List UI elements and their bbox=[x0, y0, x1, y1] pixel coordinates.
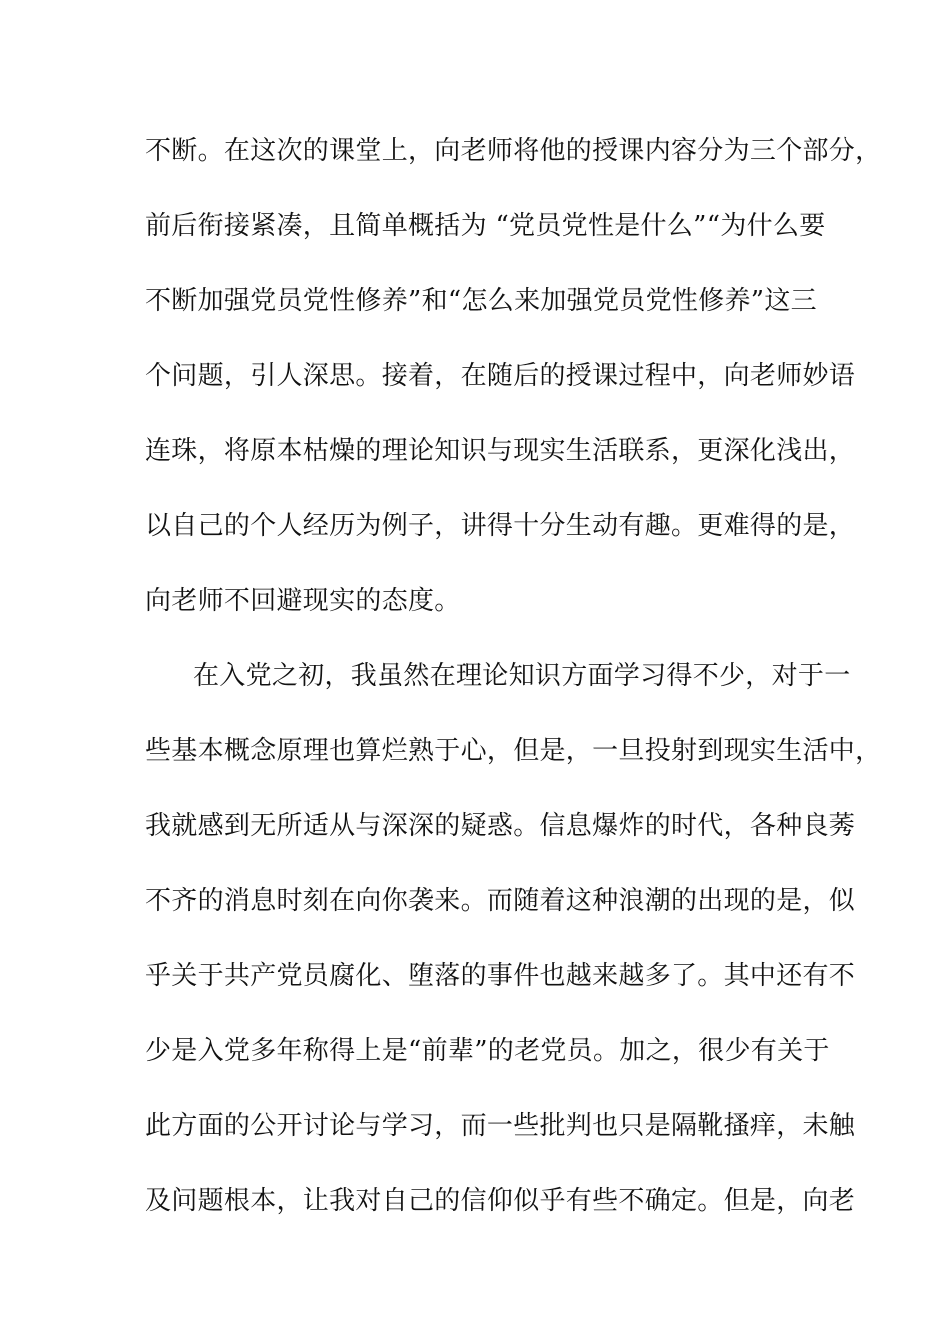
paragraph-first-line: 在入党之初，我虽然在理论知识方面学习得不少，对于一 bbox=[193, 661, 851, 691]
text-line: 不齐的消息时刻在向你袭来。而随着这种浪潮的出现的是，似 bbox=[145, 886, 856, 916]
text-line: 以自己的个人经历为例子，讲得十分生动有趣。更难得的是， bbox=[145, 511, 856, 541]
text-line: 些基本概念原理也算烂熟于心，但是，一旦投射到现实生活中， bbox=[145, 736, 882, 766]
text-line: 前后衔接紧凑，且简单概括为 “党员党性是什么”“为什么要 bbox=[145, 211, 826, 241]
text-line: 少是入党多年称得上是“前辈”的老党员。加之，很少有关于 bbox=[145, 1036, 830, 1066]
text-line: 连珠，将原本枯燥的理论知识与现实生活联系，更深化浅出， bbox=[145, 436, 856, 466]
text-line: 个问题，引人深思。接着，在随后的授课过程中，向老师妙语 bbox=[145, 361, 856, 391]
text-line: 此方面的公开讨论与学习，而一些批判也只是隔靴搔痒，未触 bbox=[145, 1111, 856, 1141]
text-line: 乎关于共产党员腐化、堕落的事件也越来越多了。其中还有不 bbox=[145, 961, 856, 991]
text-line: 不断加强党员党性修养”和“怎么来加强党员党性修养”这三 bbox=[145, 286, 817, 316]
text-line: 向老师不回避现实的态度。 bbox=[145, 586, 461, 616]
text-line: 不断。在这次的课堂上，向老师将他的授课内容分为三个部分， bbox=[145, 136, 882, 166]
text-line: 我就感到无所适从与深深的疑惑。信息爆炸的时代，各种良莠 bbox=[145, 811, 856, 841]
text-line: 及问题根本，让我对自己的信仰似乎有些不确定。但是，向老 bbox=[145, 1186, 856, 1216]
